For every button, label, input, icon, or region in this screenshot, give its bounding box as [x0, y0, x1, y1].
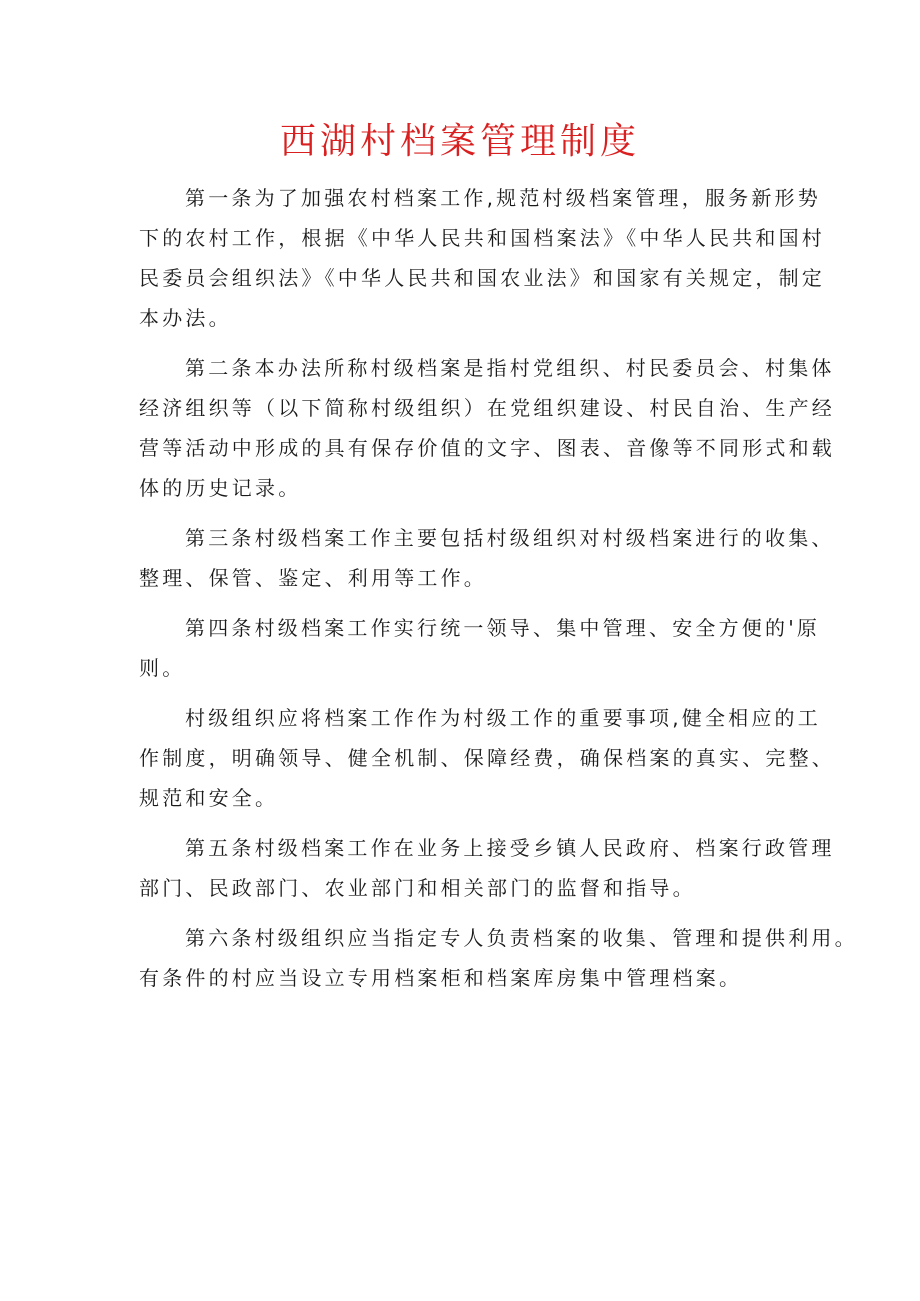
document-title: 西湖村档案管理制度	[279, 121, 640, 162]
paragraph-line: 第一条为了加强农村档案工作,规范村级档案管理，服务新形势	[185, 186, 821, 210]
paragraph-article-5	[139, 828, 835, 908]
paragraph-line: 第二条本办法所称村级档案是指村党组织、村民委员会、村集体	[185, 356, 835, 380]
paragraph-article-4-continued	[139, 698, 835, 818]
paragraph-line: 民委员会组织法》《中华人民共和国农业法》和国家有关规定，制定	[139, 266, 825, 290]
paragraph-line: 规范和安全。	[139, 786, 279, 810]
paragraph-line: 整理、保管、鉴定、利用等工作。	[139, 566, 487, 590]
paragraph-line: 村级组织应将档案工作作为村级工作的重要事项,健全相应的工	[185, 706, 821, 730]
paragraph-article-6	[139, 918, 858, 998]
paragraph-article-1	[139, 178, 825, 338]
paragraph-line: 下的农村工作，根据《中华人民共和国档案法》《中华人民共和国村	[139, 226, 825, 250]
paragraph-article-3	[139, 518, 835, 598]
paragraph-article-4	[139, 608, 821, 688]
paragraph-line: 部门、民政部门、农业部门和相关部门的监督和指导。	[139, 876, 696, 900]
paragraph-line: 体的历史记录。	[139, 476, 302, 500]
paragraph-line: 第四条村级档案工作实行统一领导、集中管理、安全方便的'原	[185, 616, 821, 640]
paragraph-line: 作制度，明确领导、健全机制、保障经费，确保档案的真实、完整、	[139, 746, 835, 770]
paragraph-line: 本办法。	[139, 306, 232, 330]
paragraph-line: 第五条村级档案工作在业务上接受乡镇人民政府、档案行政管理	[185, 836, 835, 860]
document-body	[139, 178, 858, 1008]
paragraph-line: 营等活动中形成的具有保存价值的文字、图表、音像等不同形式和载	[139, 436, 835, 460]
paragraph-article-2	[139, 348, 835, 508]
paragraph-line: 有条件的村应当设立专用档案柜和档案库房集中管理档案。	[139, 966, 743, 990]
paragraph-line: 第六条村级组织应当指定专人负责档案的收集、管理和提供利用。	[185, 926, 858, 950]
paragraph-line: 经济组织等（以下简称村级组织）在党组织建设、村民自治、生产经	[139, 396, 835, 420]
paragraph-line: 则。	[139, 656, 186, 680]
paragraph-line: 第三条村级档案工作主要包括村级组织对村级档案进行的收集、	[185, 526, 835, 550]
